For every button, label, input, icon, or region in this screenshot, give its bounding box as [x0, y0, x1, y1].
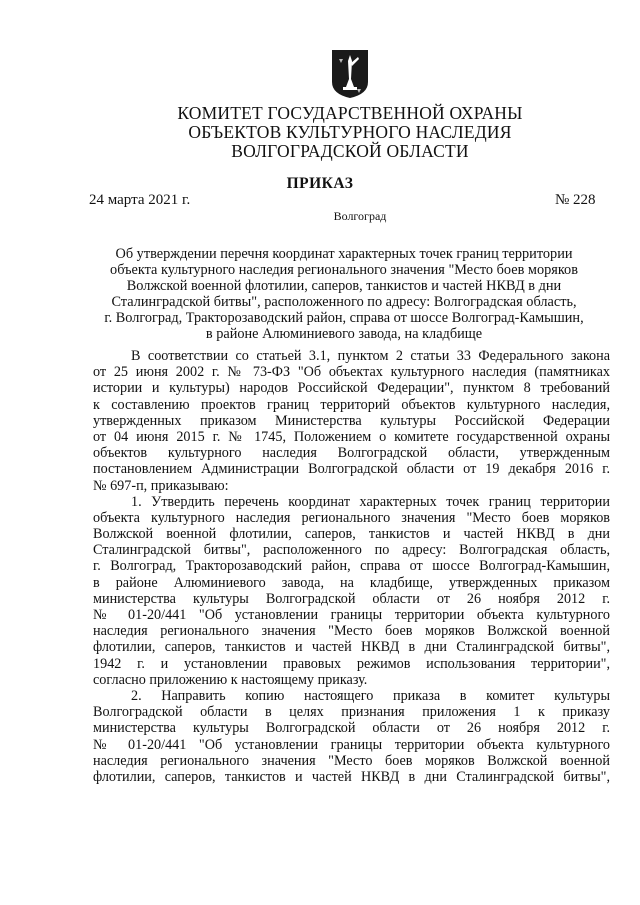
- body-line: флотилии, саперов, танкистов и частей НКВД в дни Сталинградской битвы",: [93, 639, 610, 656]
- coat-of-arms-icon: [331, 49, 369, 99]
- subject-line: Волжской военной флотилии, саперов, танкистов и частей НКВД в дни: [126, 277, 562, 294]
- order-number: № 228: [555, 192, 596, 208]
- body-line: № 01-20/441 "Об установлении границы территории объекта культурного: [93, 736, 610, 753]
- body-line: наследия регионального значения "Место боев моряков Волжской военной: [93, 752, 610, 769]
- body-line: от 25 июня 2002 г. № 73-ФЗ "Об объектах культурного наследия (памятниках: [93, 364, 610, 381]
- body-line: 1942 г. и установлении правовых режимов использования территории",: [93, 655, 610, 672]
- body-line: № 697-п, приказываю:: [93, 477, 229, 494]
- organization-header: [60, 104, 640, 161]
- body-line: Волгоградской области в целях признания приложения 1 к приказу: [93, 704, 610, 721]
- subject-line: объекта культурного наследия регионального значения "Место боев моряков: [110, 261, 578, 278]
- document-title: ПРИКАЗ: [286, 175, 354, 192]
- body-line: г. Волгоград, Тракторозаводский район, справа от шоссе Волгоград-Камышин,: [93, 558, 610, 575]
- body-line: В соответствии со статьей 3.1, пунктом 2 статьи 33 Федерального закона: [131, 348, 610, 364]
- body-line: к составлению проектов границ территорий объектов культурного наследия,: [93, 396, 610, 413]
- subject-line: г. Волгоград, Тракторозаводский район, справа от шоссе Волгоград-Камышин,: [104, 309, 584, 326]
- order-body: [93, 348, 610, 785]
- body-line: утвержденных приказом Министерства культуры Российской Федерации: [93, 412, 610, 429]
- body-line: 2. Направить копию настоящего приказа в комитет культуры: [131, 687, 610, 704]
- order-city: Волгоград: [333, 209, 387, 223]
- body-line: объектов культурного наследия Волгоградской области, утвержденным: [93, 445, 610, 462]
- header-line: ВОЛГОГРАДСКОЙ ОБЛАСТИ: [231, 141, 469, 161]
- header-line: КОМИТЕТ ГОСУДАРСТВЕННОЙ ОХРАНЫ: [177, 103, 523, 123]
- subject-line: Об утверждении перечня координат характерных точек границ территории: [115, 246, 573, 262]
- body-line: министерства культуры Волгоградской области от 26 ноября 2012 г.: [93, 590, 610, 607]
- order-date: 24 марта 2021 г.: [89, 192, 191, 208]
- subject-line: Сталинградской битвы", расположенного по адресу: Волгоградская область,: [111, 293, 577, 310]
- body-line: Сталинградской битвы", расположенного по адресу: Волгоградская область,: [93, 542, 610, 559]
- subject-line: в районе Алюминиевого завода, на кладбище: [205, 325, 483, 342]
- body-line: объекта культурного наследия регионального значения "Место боев моряков: [93, 509, 610, 526]
- order-subject: [84, 247, 604, 342]
- body-line: в районе Алюминиевого завода, на кладбище, утвержденных приказом: [93, 574, 610, 591]
- body-line: 1. Утвердить перечень координат характерных точек границ территории: [131, 493, 610, 510]
- body-line: постановлением Администрации Волгоградской области от 19 декабря 2016 г.: [93, 461, 610, 478]
- body-line: № 01-20/441 "Об установлении границы территории объекта культурного: [93, 607, 610, 623]
- body-line: от 04 июня 2015 г. № 1745, Положением о комитете государственной охраны: [93, 428, 610, 445]
- body-line: наследия регионального значения "Место боев моряков Волжской военной: [93, 623, 610, 640]
- body-line: согласно приложению к настоящему приказу.: [93, 671, 368, 688]
- header-line: ОБЪЕКТОВ КУЛЬТУРНОГО НАСЛЕДИЯ: [188, 122, 512, 142]
- body-line: флотилии, саперов, танкистов и частей НКВД в дни Сталинградской битвы",: [93, 768, 610, 785]
- body-line: министерства культуры Волгоградской области от 26 ноября 2012 г.: [93, 720, 610, 737]
- body-line: Волжской военной флотилии, саперов, танкистов и частей НКВД в дни: [93, 526, 610, 543]
- body-line: истории и культуры) народов Российской Федерации", пунктом 8 требований: [93, 380, 610, 397]
